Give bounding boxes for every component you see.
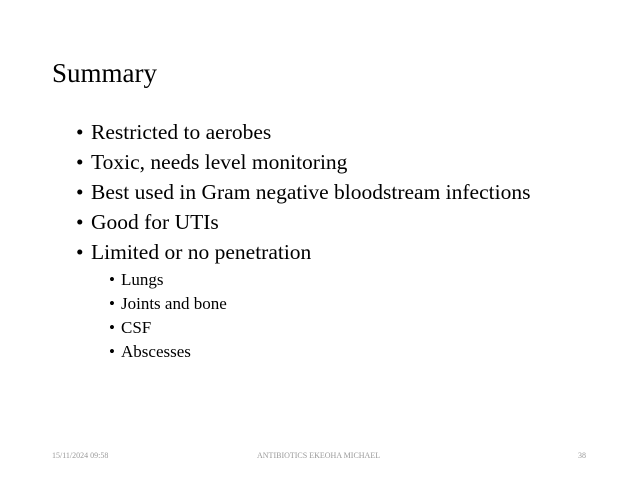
sub-bullet-text: Abscesses [121,342,191,361]
footer-title: ANTIBIOTICS EKEOHA MICHAEL [257,451,381,460]
bullet-dot-icon: • [76,210,84,234]
bullet-dot-icon: • [76,180,84,204]
bullet-dot-icon: • [76,120,84,144]
sub-bullet-list [109,271,596,360]
sub-bullet-text: Joints and bone [121,294,227,313]
bullet-text: Good for UTIs [91,210,219,234]
bullet-text: Limited or no penetration [91,240,312,264]
bullet-dot-icon: • [109,318,115,337]
sub-bullet-item [109,295,596,312]
bullet-dot-icon: • [109,270,115,289]
footer-date: 15/11/2024 09:58 [52,451,109,460]
bullet-item [76,182,596,203]
slide-title: Summary [52,58,157,88]
bullet-text: Restricted to aerobes [91,120,272,144]
bullet-text: Best used in Gram negative bloodstream infections [91,180,531,204]
bullet-item [76,212,596,233]
bullet-dot-icon: • [109,342,115,361]
bullet-dot-icon: • [76,150,84,174]
bullet-text: Toxic, needs level monitoring [91,150,348,174]
sub-bullet-item [109,343,596,360]
bullet-dot-icon: • [109,294,115,313]
footer-page-number: 38 [578,451,586,460]
bullet-list [76,122,596,369]
sub-bullet-text: Lungs [121,270,164,289]
sub-bullet-item [109,319,596,336]
sub-bullet-text: CSF [121,318,152,337]
bullet-dot-icon: • [76,240,84,264]
bullet-item [76,242,596,360]
sub-bullet-item [109,271,596,288]
bullet-item [76,122,596,143]
bullet-item [76,152,596,173]
